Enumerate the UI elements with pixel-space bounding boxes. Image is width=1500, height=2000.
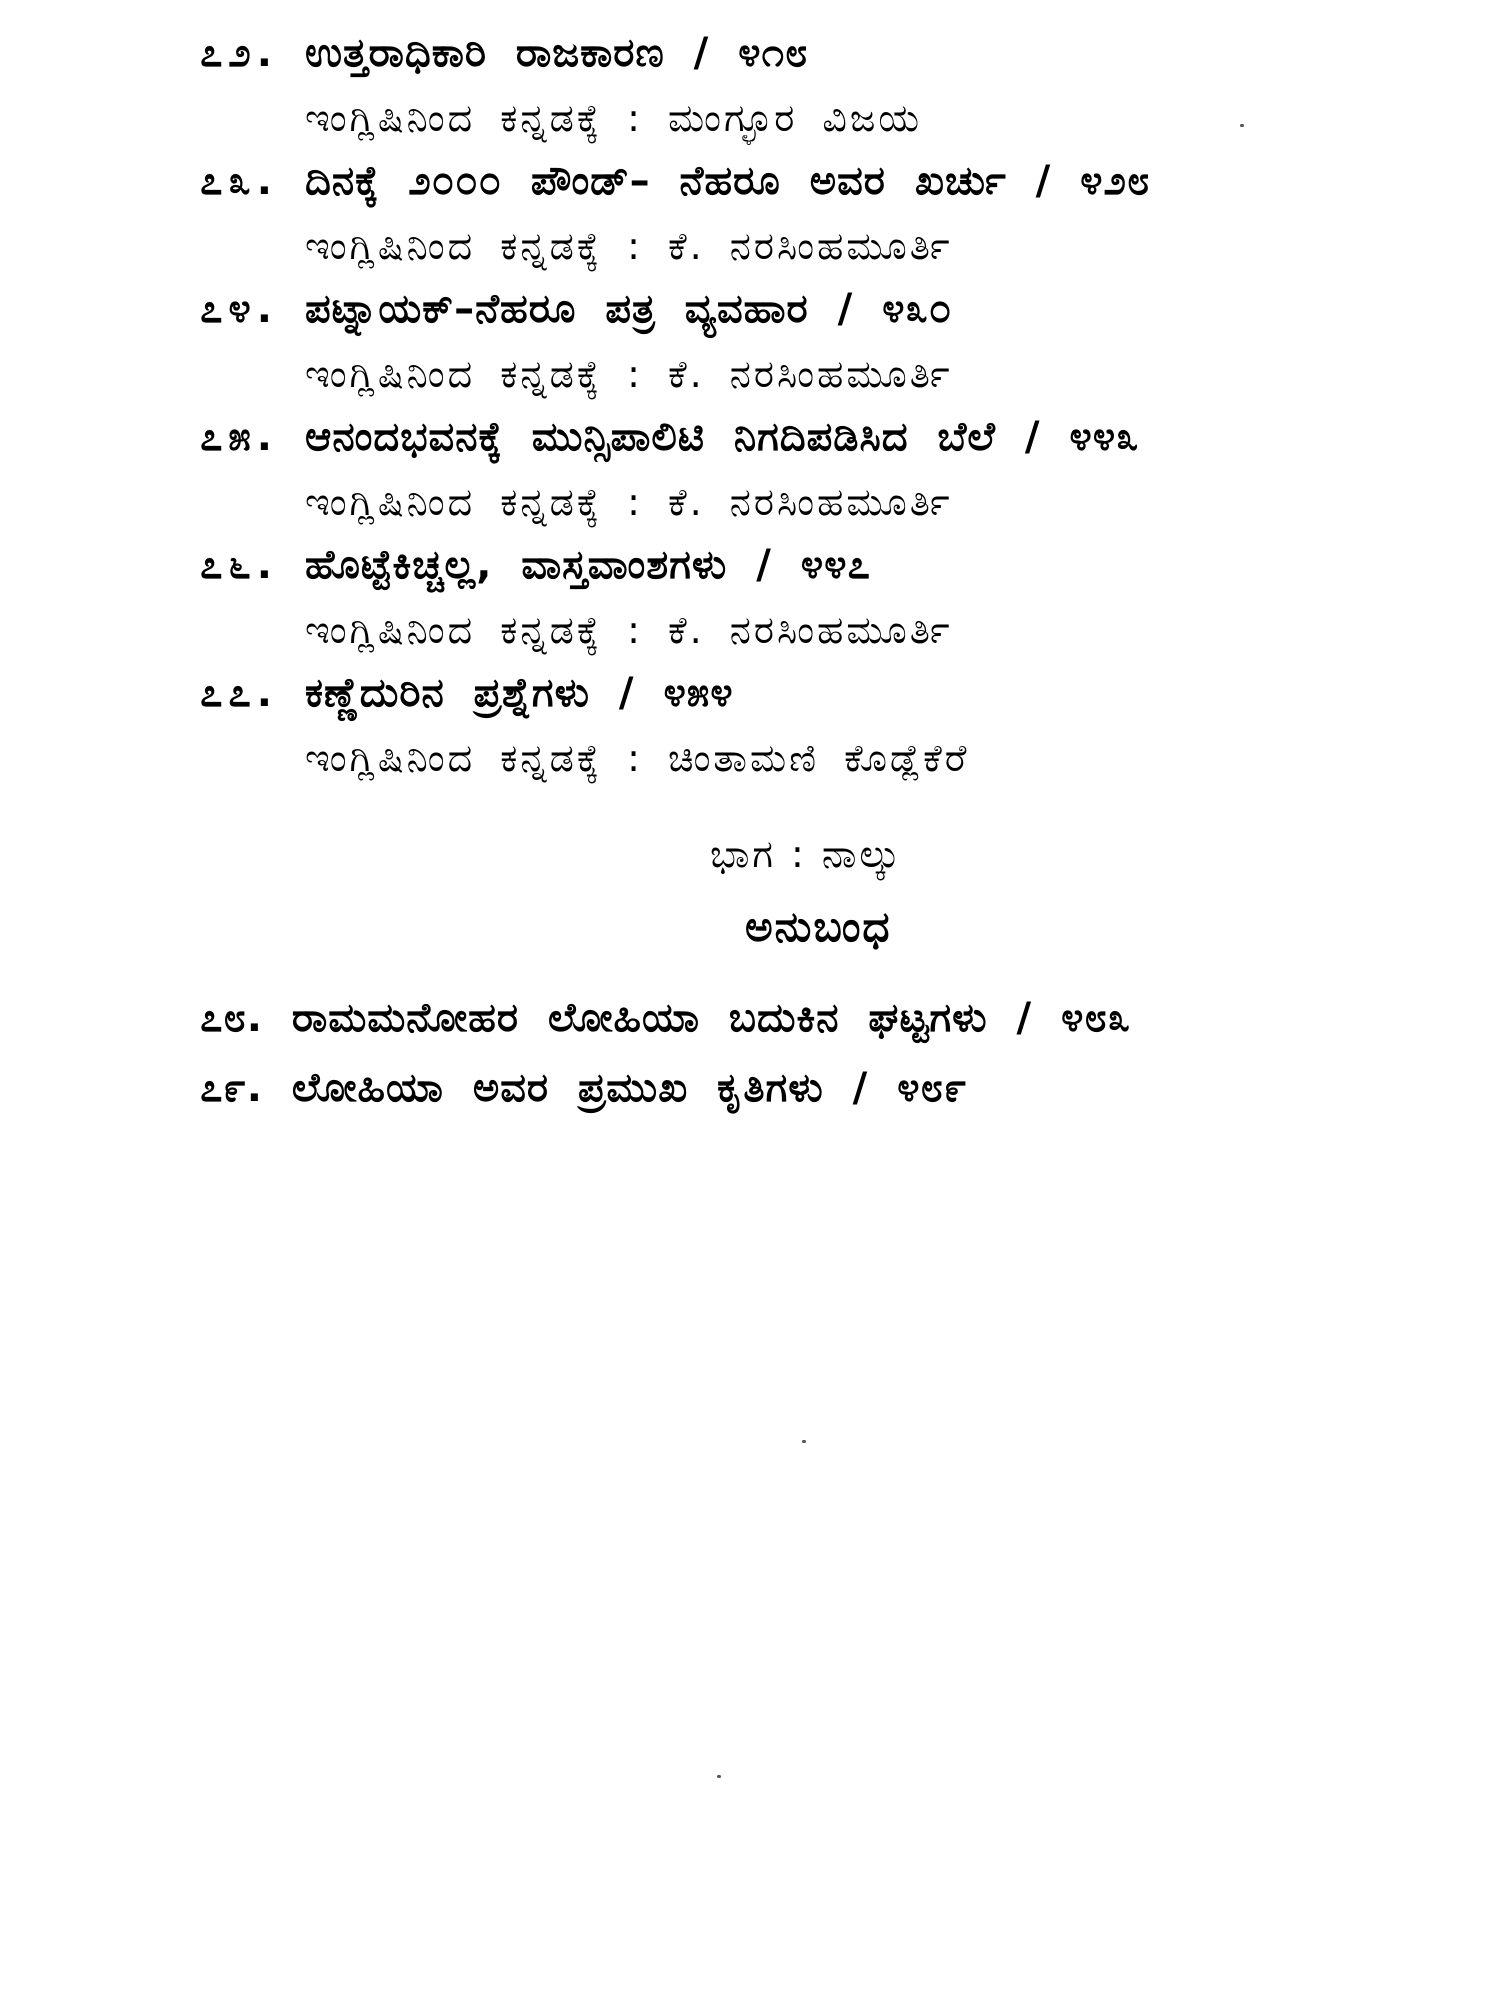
entry-number: ೭೭. bbox=[200, 670, 278, 716]
entry-translator-credit: ಇಂಗ್ಲಿಷಿನಿಂದ ಕನ್ನಡಕ್ಕೆ : ಚಿಂತಾಮಣಿ ಕೊಡ್ಲೆಕೆರೆ bbox=[305, 736, 970, 780]
section-title: ಅನುಬಂಧ bbox=[745, 902, 892, 951]
entry-title: ಕಣ್ಣೆದುರಿನ ಪ್ರಶ್ನೆಗಳು / ೪೫೪ bbox=[305, 670, 734, 716]
entry-title: ಉತ್ತರಾಧಿಕಾರಿ ರಾಜಕಾರಣ / ೪೧೮ bbox=[305, 30, 809, 76]
entry-title: ಆನಂದಭವನಕ್ಕೆ ಮುನ್ಸಿಪಾಲಿಟಿ ನಿಗದಿಪಡಿಸಿದ ಬೆಲೆ / ೪೪೩ bbox=[305, 414, 1140, 460]
entry-translator-credit: ಇಂಗ್ಲಿಷಿನಿಂದ ಕನ್ನಡಕ್ಕೆ : ಕೆ. ನರಸಿಂಹಮೂರ್ತಿ bbox=[305, 224, 953, 268]
entry-number: ೭೩. bbox=[200, 158, 278, 204]
scan-speck bbox=[802, 1440, 806, 1443]
scan-speck bbox=[717, 1775, 721, 1778]
entry-number: ೭೨. bbox=[200, 30, 278, 76]
section-label: ಭಾಗ : ನಾಲ್ಕು bbox=[710, 832, 903, 876]
entry-title: ಹೊಟ್ಟೆಕಿಚ್ಚಲ್ಲ, ವಾಸ್ತವಾಂಶಗಳು / ೪೪೭ bbox=[305, 542, 871, 588]
appendix-entry: ೭೯. ಲೋಹಿಯಾ ಅವರ ಪ್ರಮುಖ ಕೃತಿಗಳು / ೪೮೯ bbox=[200, 1065, 968, 1111]
entry-number: ೭೪. bbox=[200, 286, 278, 332]
appendix-entry: ೭೮. ರಾಮಮನೋಹರ ಲೋಹಿಯಾ ಬದುಕಿನ ಘಟ್ಟಗಳು / ೪೮೩ bbox=[200, 995, 1132, 1041]
entry-translator-credit: ಇಂಗ್ಲಿಷಿನಿಂದ ಕನ್ನಡಕ್ಕೆ : ಮಂಗ್ಳೂರ ವಿಜಯ bbox=[305, 96, 923, 140]
entry-title: ಪಟ್ನಾಯಕ್–ನೆಹರೂ ಪತ್ರ ವ್ಯವಹಾರ / ೪೩೦ bbox=[305, 286, 953, 332]
entry-translator-credit: ಇಂಗ್ಲಿಷಿನಿಂದ ಕನ್ನಡಕ್ಕೆ : ಕೆ. ನರಸಿಂಹಮೂರ್ತಿ bbox=[305, 608, 953, 652]
entry-title: ದಿನಕ್ಕೆ ೨೦೦೦ ಪೌಂಡ್– ನೆಹರೂ ಅವರ ಖರ್ಚು / ೪೨೮ bbox=[305, 158, 1151, 204]
entry-number: ೭೬. bbox=[200, 542, 278, 588]
entry-translator-credit: ಇಂಗ್ಲಿಷಿನಿಂದ ಕನ್ನಡಕ್ಕೆ : ಕೆ. ನರಸಿಂಹಮೂರ್ತಿ bbox=[305, 480, 953, 524]
entry-number: ೭೫. bbox=[200, 414, 278, 460]
scan-speck bbox=[1240, 124, 1244, 127]
entry-translator-credit: ಇಂಗ್ಲಿಷಿನಿಂದ ಕನ್ನಡಕ್ಕೆ : ಕೆ. ನರಸಿಂಹಮೂರ್ತಿ bbox=[305, 352, 953, 396]
